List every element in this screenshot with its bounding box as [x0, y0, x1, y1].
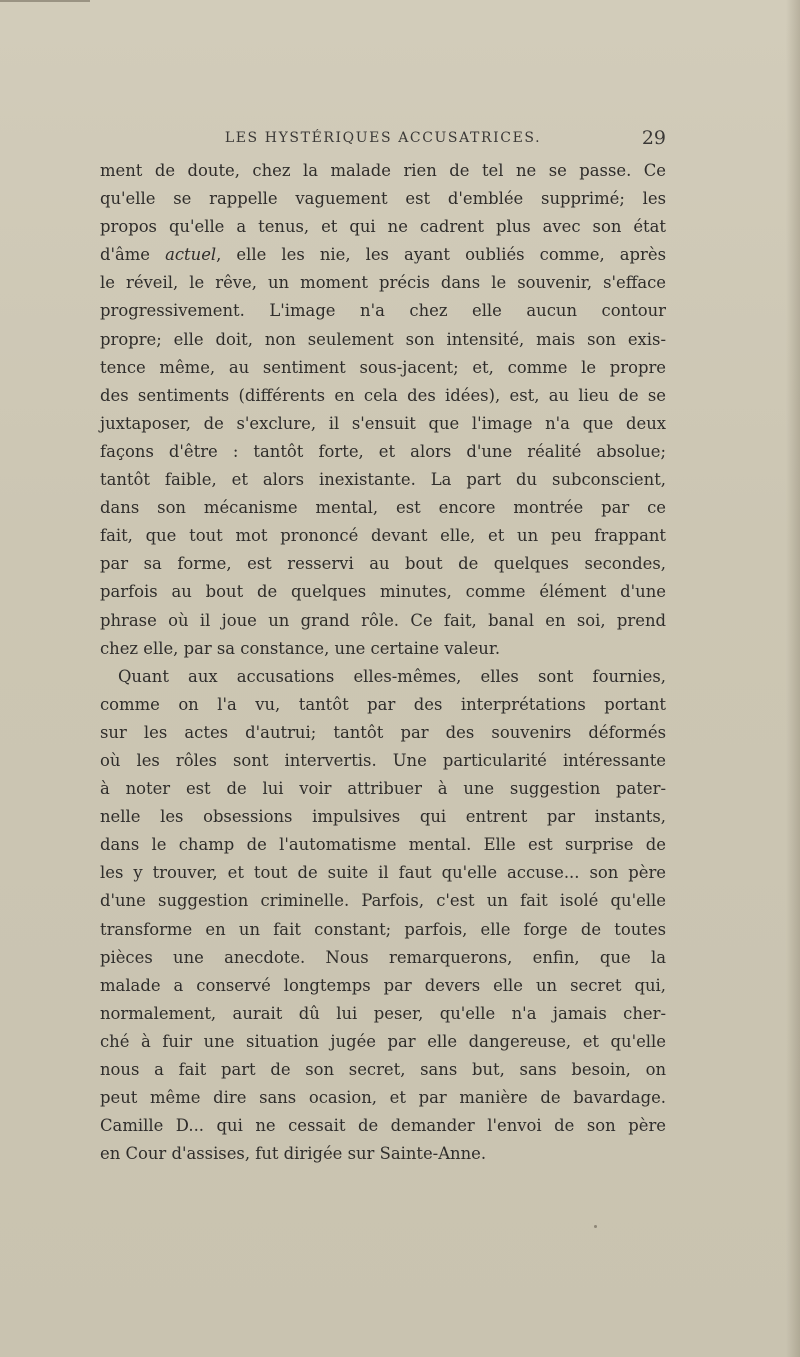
- text-line: progressivement. L'image n'a chez elle aucun contour: [100, 301, 666, 321]
- text-line: nelle les obsessions impulsives qui entrent par instants,: [100, 807, 666, 827]
- text-line: nous a fait part de son secret, sans but, sans besoin, on: [100, 1060, 666, 1079]
- paragraph-start-line: Quant aux accusations elles-mêmes, elles sont fournies,: [118, 666, 666, 686]
- text-line: comme on l'a vu, tantôt par des interprétations portant: [100, 694, 666, 714]
- text-line: phrase où il joue un grand rôle. Ce fait, banal en soi, prend: [100, 610, 666, 630]
- text-line: des sentiments (différents en cela des idées), est, au lieu de se: [100, 385, 666, 405]
- page-edge-shadow: [786, 0, 800, 1357]
- text-line: tantôt faible, et alors inexistante. La part du subconscient,: [100, 470, 666, 490]
- text-line: dans le champ de l'automatisme mental. Elle est surprise de: [100, 835, 666, 855]
- text-line: normalement, aurait dû lui peser, qu'elle n'a jamais cher-: [100, 1003, 666, 1023]
- text-segment: , elle les nie, les ayant oubliés comme, après: [216, 245, 666, 265]
- text-line: ment de doute, chez la malade rien de tel ne se passe. Ce: [100, 161, 666, 180]
- page-number: 29: [641, 127, 666, 149]
- text-line: où les rôles sont intervertis. Une particularité intéressante: [100, 750, 666, 770]
- text-line: juxtaposer, de s'exclure, il s'ensuit que l'image n'a que deux: [100, 413, 666, 433]
- text-line: façons d'être : tantôt forte, et alors d'une réalité absolue;: [100, 441, 666, 461]
- text-line: transforme en un fait constant; parfois, elle forge de toutes: [100, 919, 666, 939]
- text-line: pièces une anecdote. Nous remarquerons, enfin, que la: [100, 947, 666, 967]
- text-line: les y trouver, et tout de suite il faut qu'elle accuse... son père: [100, 863, 666, 883]
- text-line: peut même dire sans ocasion, et par manière de bavardage.: [100, 1088, 666, 1108]
- text-line: malade a conservé longtemps par devers elle un secret qui,: [100, 975, 666, 995]
- text-line: à noter est de lui voir attribuer à une suggestion pater-: [100, 779, 666, 799]
- text-line: [100, 241, 666, 269]
- text-line: sur les actes d'autrui; tantôt par des souvenirs déformés: [100, 722, 666, 742]
- scan-edge-rule: [0, 0, 90, 2]
- text-line: propre; elle doit, non seulement son intensité, mais son exis-: [100, 329, 666, 349]
- text-line: d'une suggestion criminelle. Parfois, c'est un fait isolé qu'elle: [100, 891, 666, 911]
- italic-word: actuel: [165, 245, 217, 265]
- running-title: LES HYSTÉRIQUES ACCUSATRICES.: [224, 130, 542, 146]
- text-line: ché à fuir une situation jugée par elle dangereuse, et qu'elle: [100, 1031, 666, 1051]
- paragraph-end-line: en Cour d'assises, fut dirigée sur Sainte-Anne.: [100, 1144, 487, 1164]
- text-line: par sa forme, est resservi au bout de quelques secondes,: [100, 554, 666, 574]
- paper-speck: [594, 1225, 597, 1228]
- text-line: tence même, au sentiment sous-jacent; et, comme le propre: [100, 357, 666, 377]
- text-line: propos qu'elle a tenus, et qui ne cadrent plus avec son état: [100, 217, 666, 237]
- body-text: [100, 157, 666, 1168]
- text-line: Camille D... qui ne cessait de demander l'envoi de son père: [100, 1116, 666, 1136]
- text-line: qu'elle se rappelle vaguement est d'emblée supprimé; les: [100, 189, 666, 209]
- text-line: fait, que tout mot prononcé devant elle, et un peu frappant: [100, 526, 666, 546]
- text-line: le réveil, le rêve, un moment précis dans le souvenir, s'efface: [100, 273, 666, 293]
- text-line: parfois au bout de quelques minutes, comme élément d'une: [100, 582, 666, 602]
- text-line: dans son mécanisme mental, est encore montrée par ce: [100, 498, 666, 518]
- page-header: [100, 127, 666, 153]
- paragraph-end-line: chez elle, par sa constance, une certaine valeur.: [100, 638, 501, 658]
- text-segment: d'âme: [100, 245, 166, 265]
